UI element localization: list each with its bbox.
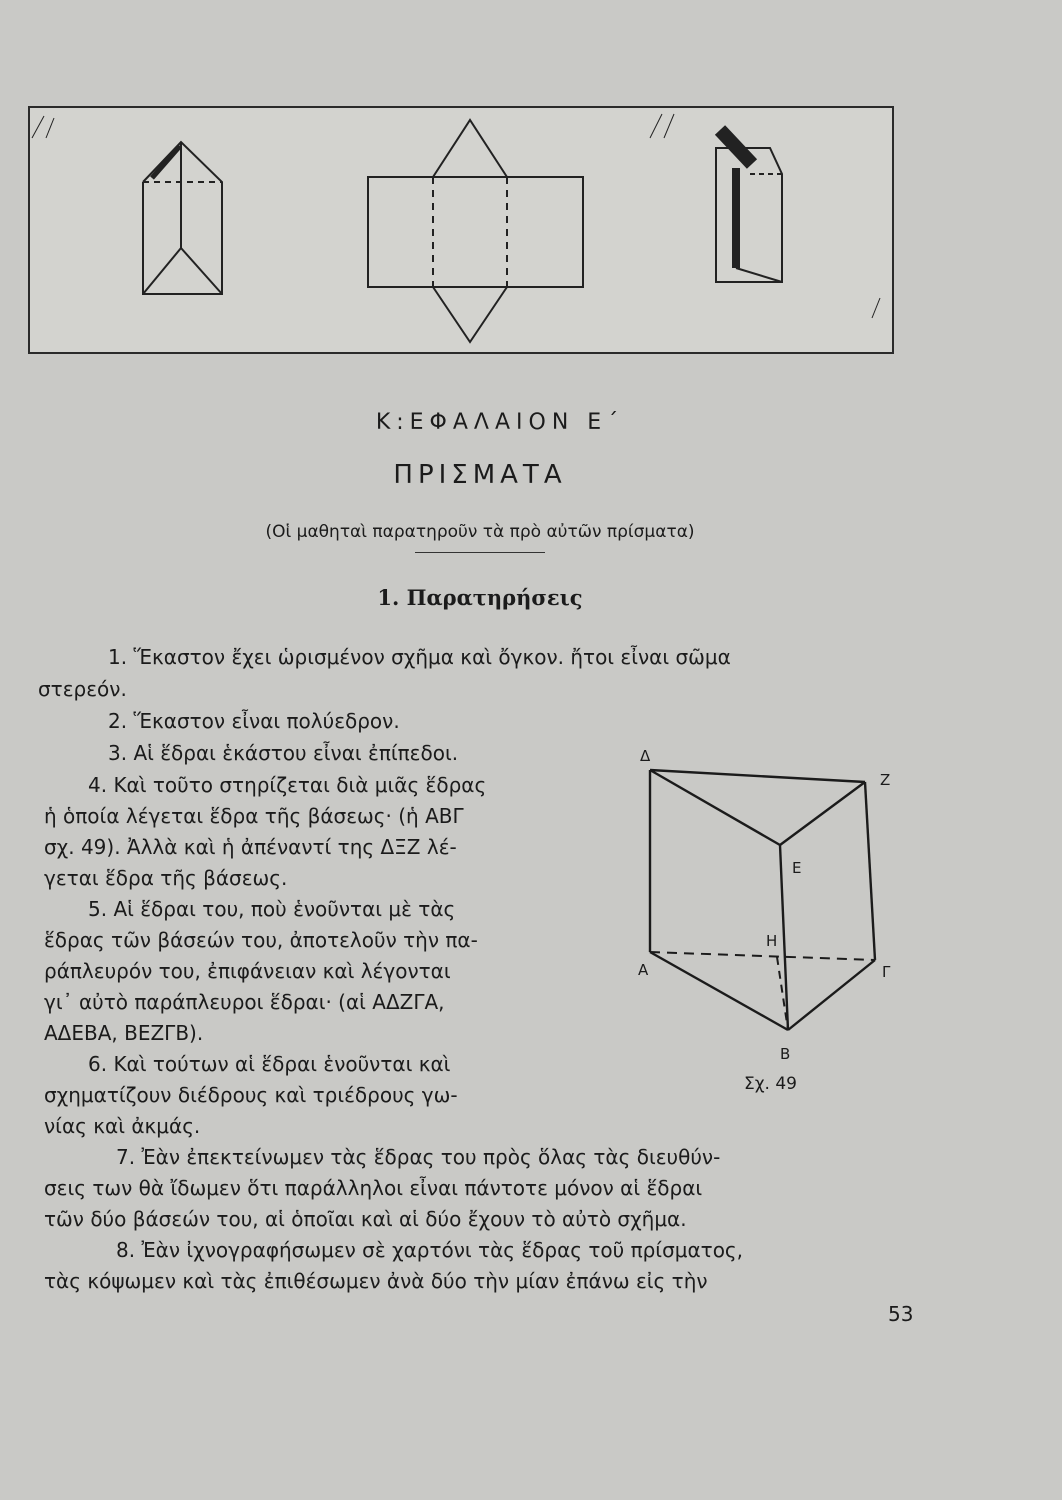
text-line: τῶν δύο βάσεών του, αἱ ὁποῖαι καὶ αἱ δύο ἔχουν τὸ αὐτὸ σχῆμα. — [44, 1207, 687, 1231]
text-line: 6. Καὶ τούτων αἱ ἕδραι ἑνοῦνται καὶ — [88, 1052, 451, 1076]
page-number: 53 — [888, 1302, 914, 1326]
net-bottom-triangle — [433, 287, 507, 342]
text-line: 2. Ἕκαστον εἶναι πολύεδρον. — [108, 709, 400, 733]
text-line: σχ. 49). Ἀλλὰ καὶ ἡ ἀπέναντί της ΔΞΖ λέ- — [44, 835, 457, 859]
text-line: ἕδρας τῶν βάσεών του, ἀποτελοῦν τὴν πα- — [44, 928, 478, 952]
scratch-mark — [32, 116, 44, 138]
prism-illustration — [30, 108, 892, 352]
text-line: 3. Αἱ ἕδραι ἑκάστου εἶναι ἐπίπεδοι. — [108, 741, 459, 765]
vertex-label-a: Α — [638, 961, 649, 979]
scratch-mark — [46, 118, 54, 138]
vertex-label-b: Β — [780, 1045, 791, 1063]
section-title: 1. Παρατηρήσεις — [377, 585, 583, 610]
text-line: νίας καὶ ἀκμάς. — [44, 1114, 201, 1138]
text-line: 1. Ἕκαστον ἔχει ὡρισμένον σχῆμα καὶ ὄγκον. ἤτοι εἶναι σῶμα — [108, 645, 731, 669]
net-top-triangle — [433, 120, 507, 177]
edge-AB — [650, 952, 788, 1030]
right-prism-base-edge — [736, 268, 782, 282]
text-line: στερεόν. — [38, 677, 127, 701]
header-illustration — [28, 106, 894, 354]
figure-caption: Σχ. 49 — [744, 1074, 798, 1094]
edge-DE — [650, 770, 780, 845]
divider — [415, 552, 545, 553]
scratch-mark — [872, 298, 880, 318]
vertex-label-h: Η — [766, 932, 778, 950]
subtitle: (Οἱ μαθηταὶ παρατηροῦν τὰ πρὸ αὐτῶν πρίσματα) — [265, 522, 695, 542]
edge-BG — [788, 960, 875, 1030]
left-prism-outline — [143, 142, 222, 294]
text-line: ράπλευρόν του, ἐπιφάνειαν καὶ λέγονται — [44, 959, 451, 983]
left-prism-shade — [152, 146, 180, 178]
scratch-mark — [664, 114, 674, 138]
scratch-mark — [650, 114, 662, 138]
vertex-label-z: Ζ — [880, 771, 891, 789]
vertex-label-e: Ε — [792, 859, 802, 877]
edge-ZG — [865, 782, 875, 960]
edge-EZ — [780, 782, 865, 845]
text-line: ΑΔΕΒΑ, ΒΕΖΓΒ). — [44, 1021, 204, 1045]
hidden-edge-AG — [650, 952, 875, 960]
right-prism-outline — [716, 148, 782, 282]
edge-DZ — [650, 770, 865, 782]
left-prism-base-edge-2 — [181, 248, 222, 294]
vertex-label-d: Δ — [640, 747, 651, 765]
chapter-heading: Κ:ΕΦΑΛΑΙΟΝ Ε΄ — [375, 410, 625, 435]
page-title: ΠΡΙΣΜΑΤΑ — [393, 460, 567, 490]
vertex-label-g: Γ — [882, 963, 891, 981]
text-line: γι᾽ αὐτὸ παράπλευροι ἕδραι· (αἱ ΑΔΖΓΑ, — [44, 990, 445, 1014]
net-rectangle — [368, 177, 583, 287]
text-line: τὰς κόψωμεν καὶ τὰς ἐπιθέσωμεν ἀνὰ δύο τὴν μίαν ἐπάνω εἰς τὴν — [44, 1269, 708, 1293]
text-line: 7. Ἐὰν ἐπεκτείνωμεν τὰς ἕδρας του πρὸς ὅλας τὰς διευθύν- — [116, 1145, 721, 1169]
text-line: γεται ἕδρα τῆς βάσεως. — [44, 866, 288, 890]
prism-figure — [620, 745, 910, 1075]
text-line: 8. Ἐὰν ἰχνογραφήσωμεν σὲ χαρτόνι τὰς ἕδρας τοῦ πρίσματος, — [116, 1238, 744, 1262]
text-line: ἡ ὁποία λέγεται ἕδρα τῆς βάσεως· (ἡ ΑΒΓ — [44, 804, 464, 828]
text-line: 5. Αἱ ἕδραι του, ποὺ ἑνοῦνται μὲ τὰς — [88, 897, 456, 921]
text-line: σεις των θὰ ἴδωμεν ὅτι παράλληλοι εἶναι πάντοτε μόνον αἱ ἕδραι — [44, 1176, 703, 1200]
text-line: 4. Καὶ τοῦτο στηρίζεται διὰ μιᾶς ἕδρας — [88, 773, 487, 797]
left-prism-base-edge-1 — [143, 248, 181, 294]
text-line: σχηματίζουν διέδρους καὶ τριέδρους γω- — [44, 1083, 458, 1107]
